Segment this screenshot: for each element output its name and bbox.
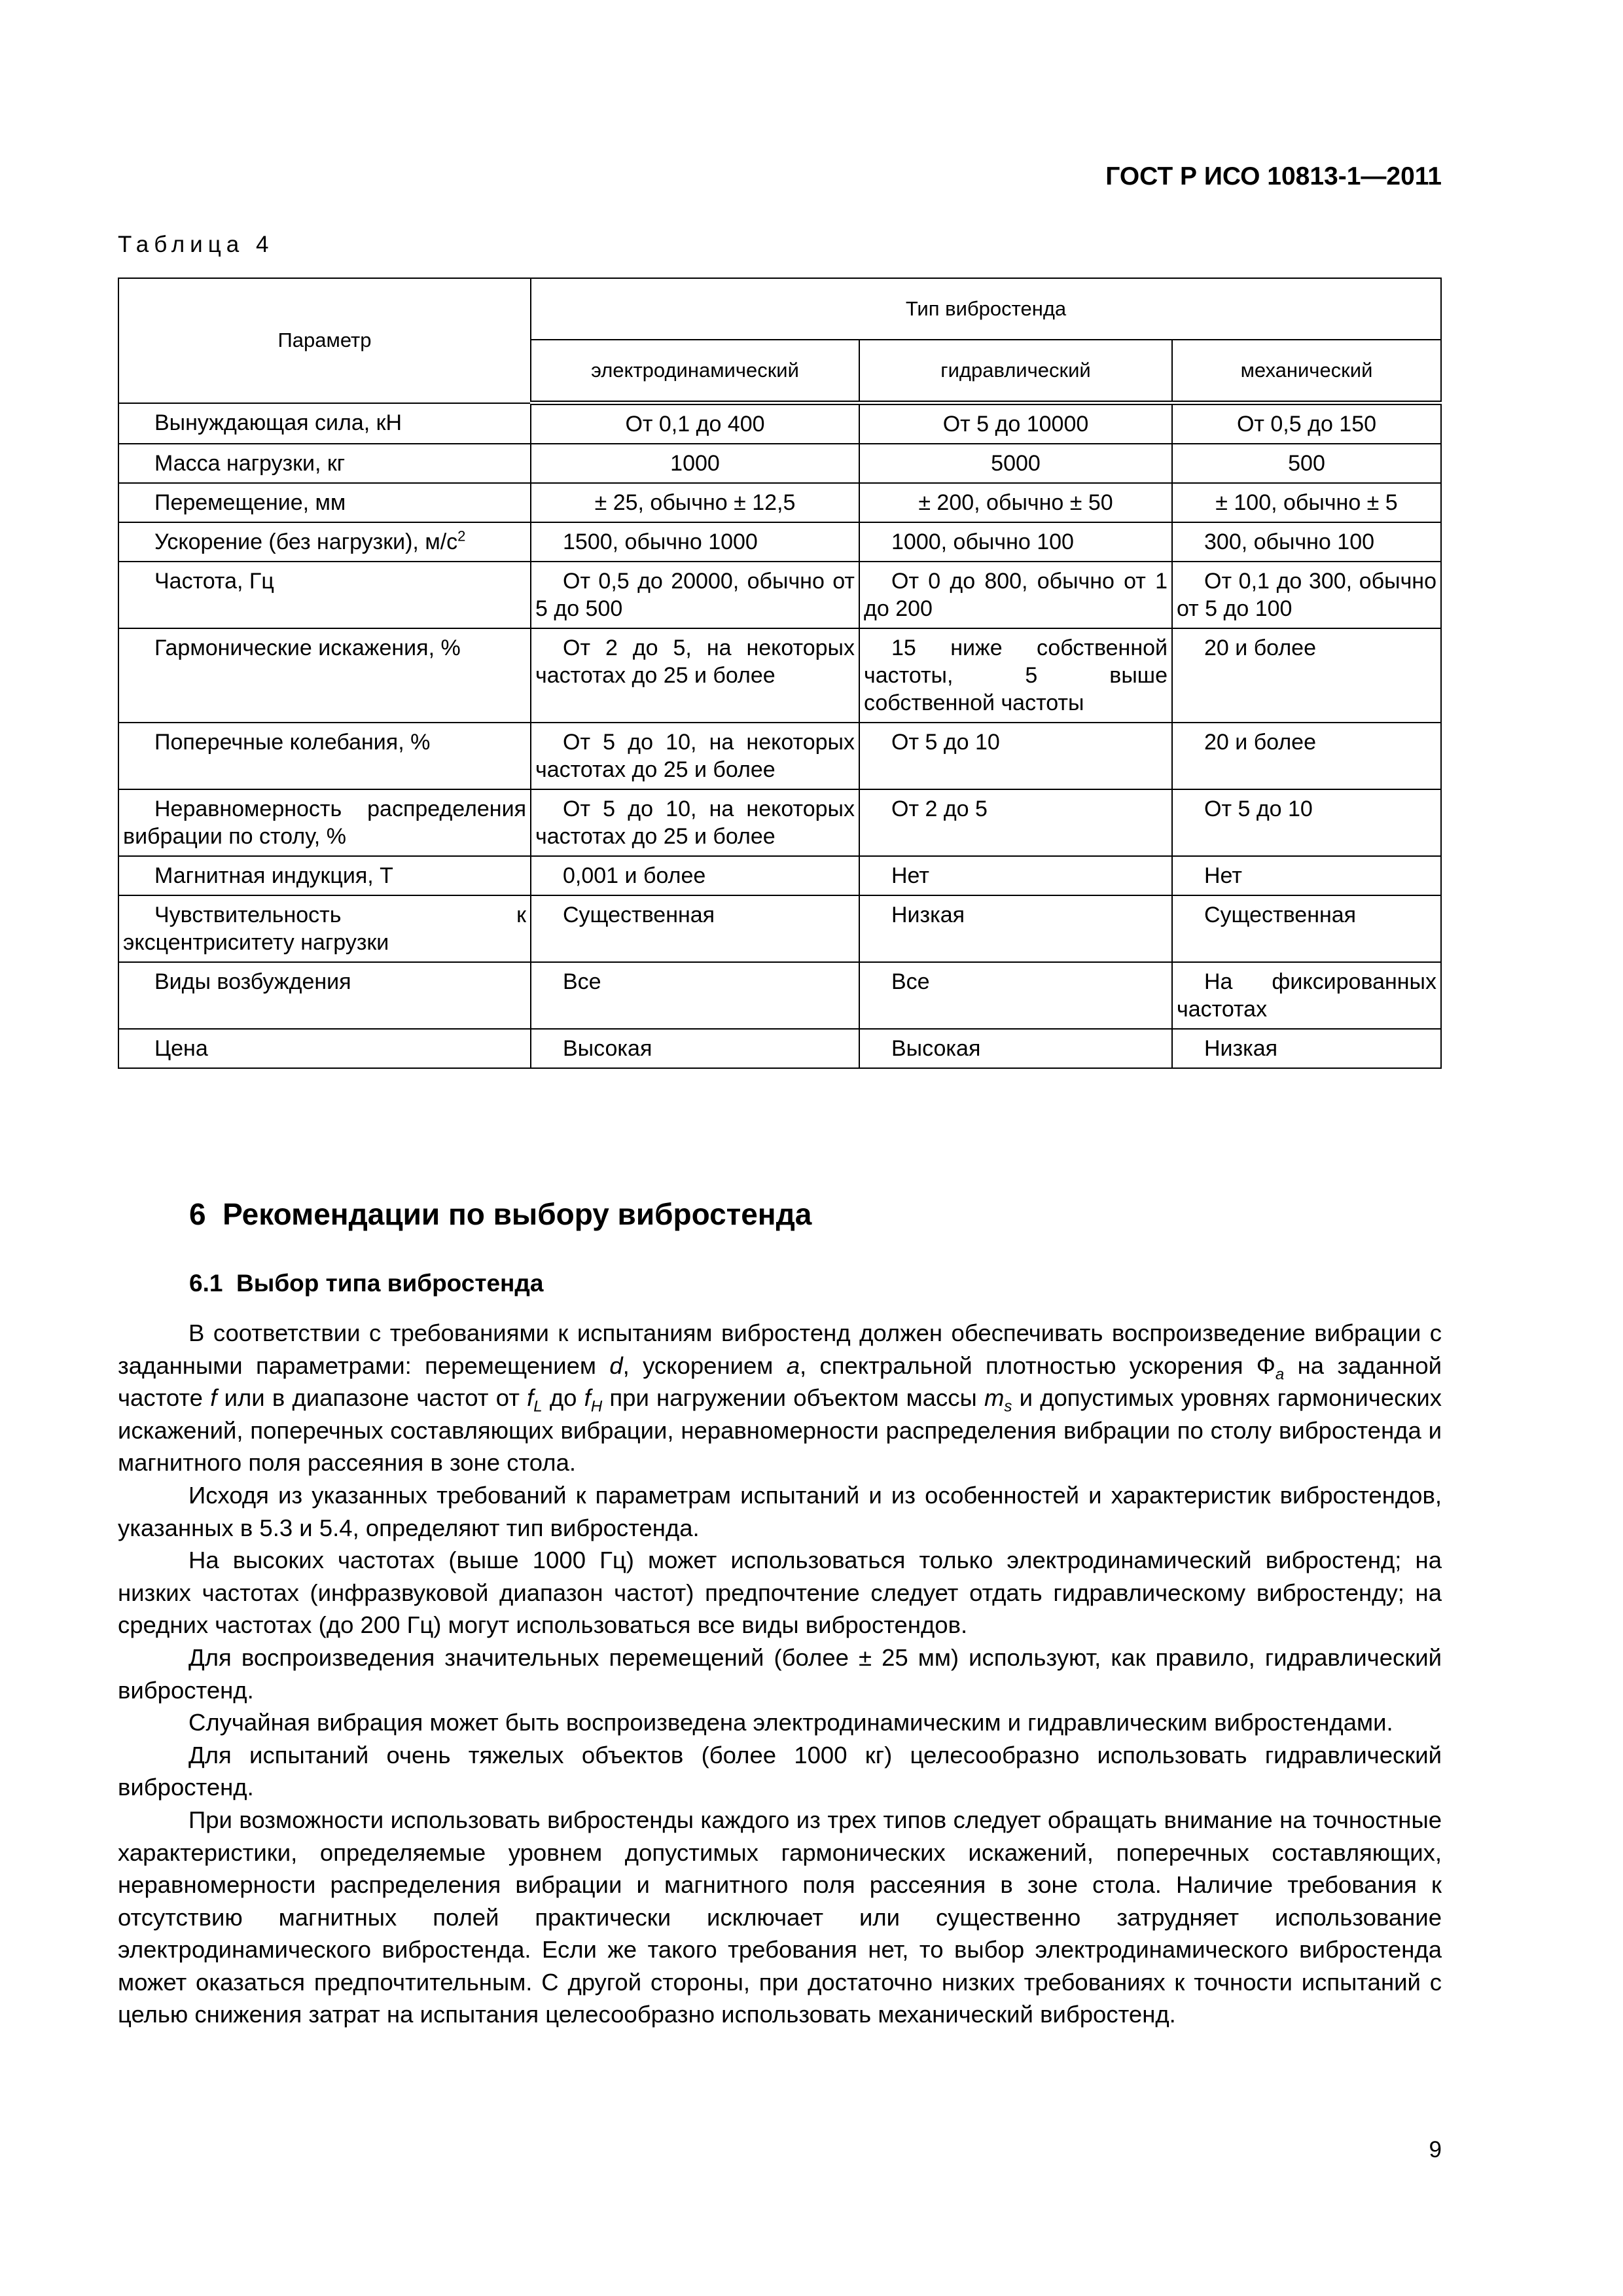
value-cell: Низкая: [859, 895, 1172, 962]
value-cell: От 0,1 до 300, обычно от 5 до 100: [1172, 562, 1441, 628]
table-row: [118, 723, 1441, 789]
param-cell: Ускорение (без нагрузки), $м/с^2$: [118, 522, 531, 562]
table-row: [118, 856, 1441, 895]
param-cell: Магнитная индукция, Т: [118, 856, 531, 895]
table-row: [118, 628, 1441, 723]
value-cell: 300, обычно 100: [1172, 522, 1441, 562]
value-cell: ± 25, обычно ± 12,5: [531, 483, 859, 522]
value-cell: От 0,5 до 20000, обычно от 5 до 500: [531, 562, 859, 628]
table-row: [118, 522, 1441, 562]
param-cell: Цена: [118, 1029, 531, 1068]
document-header: ГОСТ Р ИСО 10813-1—2011: [1105, 162, 1442, 190]
paragraph: Исходя из указанных требований к параметрам испытаний и из особенностей и характеристик вибростендов, указанных в 5.3 и 5.4, определяют тип вибростенда.: [118, 1481, 1442, 1541]
paragraph: Случайная вибрация может быть воспроизведена электродинамическим и гидравлическим вибростендами.: [188, 1709, 1393, 1736]
value-cell: 1000, обычно 100: [859, 522, 1172, 562]
value-cell: Нет: [1172, 856, 1441, 895]
param-cell: Частота, Гц: [118, 562, 531, 628]
paragraph: В соответствии с требованиями к испытаниям вибростенд должен обеспечивать воспроизведение вибрации с заданными параметрами: перемещением d, ускорением a, спектральной плотностью ускорения $\Phi_a$ на заданной частоте f или в диапазоне частот от $f_L$ до $f_H$ при нагружении объектом массы $m_s$ и допустимых уровнях гармонических искажений, поперечных составляющих вибрации, неравномерности распределения вибрации по столу вибростенда и магнитного поля рассеяния в зоне стола.: [118, 1319, 1442, 1477]
param-header: Параметр: [118, 278, 531, 403]
value-cell: От 0 до 800, обычно от 1 до 200: [859, 562, 1172, 628]
value-cell: От 5 до 10: [859, 723, 1172, 789]
param-cell: Гармонические искажения, %: [118, 628, 531, 723]
paragraph: На высоких частотах (выше 1000 Гц) может использоваться только электродинамический вибростенд; на низких частотах (инфразвуковой диапазон частот) предпочтение следует отдать гидравлическому вибростенду; на средних частотах (до 200 Гц) могут использоваться все виды вибростендов.: [118, 1547, 1442, 1639]
table-row: [118, 444, 1441, 483]
value-cell: Низкая: [1172, 1029, 1441, 1068]
vibrator-comparison-table: [118, 278, 1442, 1069]
table-row: [118, 895, 1441, 962]
value-cell: От 5 до 10: [1172, 789, 1441, 856]
value-cell: Нет: [859, 856, 1172, 895]
value-cell: 5000: [859, 444, 1172, 483]
subsection-title: 6.1 Выбор типа вибростенда: [189, 1270, 544, 1297]
table-row: [118, 403, 1441, 444]
table-caption: Таблица 4: [118, 232, 274, 257]
param-cell: Виды возбуждения: [118, 962, 531, 1029]
value-cell: От 5 до 10, на некоторых частотах до 25 и более: [531, 723, 859, 789]
value-cell: Высокая: [859, 1029, 1172, 1068]
value-cell: От 5 до 10, на некоторых частотах до 25 и более: [531, 789, 859, 856]
page-number: 9: [1429, 2137, 1442, 2162]
table-row: [118, 483, 1441, 522]
group-header: Тип вибростенда: [531, 278, 1441, 340]
value-cell: Существенная: [531, 895, 859, 962]
value-cell: Существенная: [1172, 895, 1441, 962]
value-cell: 20 и более: [1172, 723, 1441, 789]
value-cell: 1000: [531, 444, 859, 483]
value-cell: 20 и более: [1172, 628, 1441, 723]
value-cell: ± 100, обычно ± 5: [1172, 483, 1441, 522]
value-cell: 1500, обычно 1000: [531, 522, 859, 562]
body-text: [118, 1317, 1442, 2031]
value-cell: 0,001 и более: [531, 856, 859, 895]
value-cell: На фиксированных частотах: [1172, 962, 1441, 1029]
paragraph: Для воспроизведения значительных перемещений (более ± 25 мм) используют, как правило, гидравлический вибростенд.: [118, 1643, 1442, 1704]
param-cell: Неравномерность распределения вибрации по столу, %: [118, 789, 531, 856]
value-cell: 15 ниже собственной частоты, 5 выше собственной частоты: [859, 628, 1172, 723]
value-cell: От 2 до 5, на некоторых частотах до 25 и более: [531, 628, 859, 723]
column-header: электродинамический: [531, 340, 859, 403]
column-header: гидравлический: [859, 340, 1172, 403]
param-cell: Чувствительность к эксцентриситету нагрузки: [118, 895, 531, 962]
param-cell: Вынуждающая сила, кН: [118, 403, 531, 444]
value-cell: Все: [531, 962, 859, 1029]
value-cell: От 0,5 до 150: [1172, 403, 1441, 444]
section-title: 6 Рекомендации по выбору вибростенда: [189, 1197, 812, 1231]
column-header: механический: [1172, 340, 1441, 403]
value-cell: Высокая: [531, 1029, 859, 1068]
paragraph: Для испытаний очень тяжелых объектов (более 1000 кг) целесообразно использовать гидравлический вибростенд.: [118, 1741, 1442, 1801]
table-row: [118, 789, 1441, 856]
table-row: [118, 562, 1441, 628]
table-row: [118, 962, 1441, 1029]
param-cell: Масса нагрузки, кг: [118, 444, 531, 483]
table-row: [118, 1029, 1441, 1068]
value-cell: ± 200, обычно ± 50: [859, 483, 1172, 522]
param-cell: Перемещение, мм: [118, 483, 531, 522]
value-cell: От 2 до 5: [859, 789, 1172, 856]
paragraph: При возможности использовать вибростенды каждого из трех типов следует обращать внимание на точностные характеристики, определяемые уровнем допустимых гармонических искажений, поперечных составляющих, неравномерности распределения вибрации и магнитного поля рассеяния в зоне стола. Наличие требования к отсутствию магнитных полей практически исключает или существенно затрудняет использование электродинамического вибростенда. Если же такого требования нет, то выбор электродинамического вибростенда может оказаться предпочтительным. С другой стороны, при достаточно низких требованиях к точности испытаний с целью снижения затрат на испытания целесообразно использовать механический вибростенд.: [118, 1806, 1442, 2028]
value-cell: От 5 до 10000: [859, 403, 1172, 444]
param-cell: Поперечные колебания, %: [118, 723, 531, 789]
value-cell: От 0,1 до 400: [531, 403, 859, 444]
value-cell: 500: [1172, 444, 1441, 483]
value-cell: Все: [859, 962, 1172, 1029]
